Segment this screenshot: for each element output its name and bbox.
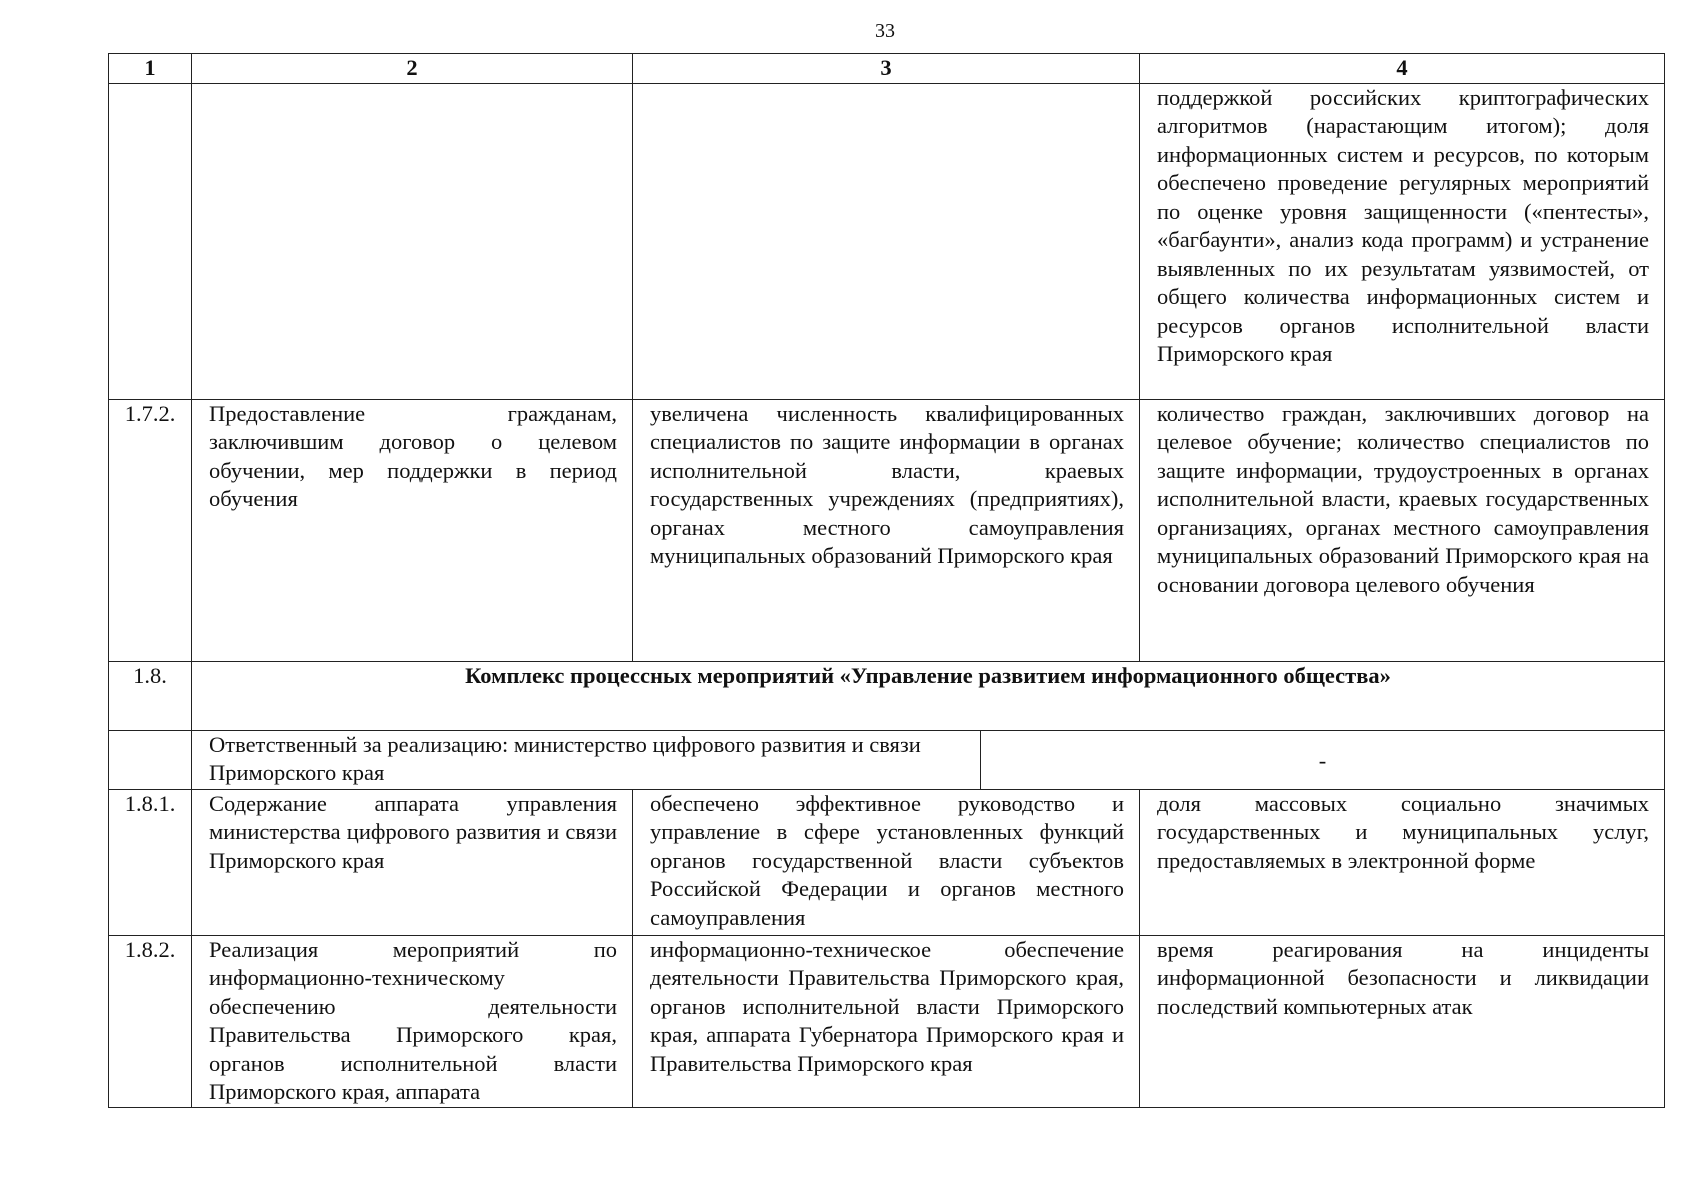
table-row-1-8-2 <box>109 935 1665 1107</box>
cell-activity: Предоставление гражданам, заключившим договор о целевом обучении, мер поддержки в период обучения <box>192 399 633 661</box>
header-row <box>109 54 1665 84</box>
cell-result: увеличена численность квалифицированных специалистов по защите информации в органах исполнительной власти, краевых государственных учреждениях (предприятиях), органах местного самоуправления муниципальных образований Приморского края <box>633 399 1140 661</box>
cell-indicators: время реагирования на инциденты информационной безопасности и ликвидации последствий компьютерных атак <box>1140 935 1665 1107</box>
cell-indicators: количество граждан, заключивших договор на целевое обучение; количество специалистов по защите информации, трудоустроенных в органах исполнительной власти, краевых государственных организациях, органах местного самоуправления муниципальных образований Приморского края на основании договора целевого обучения <box>1140 399 1665 661</box>
row-number: 1.8. <box>109 661 192 730</box>
table-row-1-8-1 <box>109 789 1665 935</box>
responsible-value: - <box>1318 747 1327 773</box>
section-title: Комплекс процессных мероприятий «Управление развитием информационного общества» <box>192 661 1665 730</box>
cell-activity: Содержание аппарата управления министерства цифрового развития и связи Приморского края <box>192 789 633 935</box>
header-col-2: 2 <box>192 54 633 84</box>
table-row-section-1-8 <box>109 661 1665 730</box>
header-col-3: 3 <box>633 54 1140 84</box>
responsible-label: Ответственный за реализацию: министерство цифрового развития и связи Приморского края <box>192 731 981 789</box>
table-row-continuation <box>109 83 1665 399</box>
cell-result: обеспечено эффективное руководство и управление в сфере установленных функций органов государственной власти субъектов Российской Федерации и органов местного самоуправления <box>633 789 1140 935</box>
responsible-cell <box>192 730 1665 789</box>
table-row-1-7-2 <box>109 399 1665 661</box>
cell-activity: Реализация мероприятий по информационно-техническому обеспечению деятельности Правительства Приморского края, органов исполнительной власти Приморского края, аппарата <box>192 935 633 1107</box>
table-row-responsible <box>109 730 1665 789</box>
page-number: 33 <box>875 20 895 42</box>
header-col-4: 4 <box>1140 54 1665 84</box>
cell-empty <box>109 83 192 399</box>
row-number: 1.7.2. <box>109 399 192 661</box>
cell-empty <box>192 83 633 399</box>
cell-indicators: доля массовых социально значимых государственных и муниципальных услуг, предоставляемых в электронной форме <box>1140 789 1665 935</box>
row-number: 1.8.1. <box>109 789 192 935</box>
cell-empty <box>633 83 1140 399</box>
header-col-1: 1 <box>109 54 192 84</box>
cell-empty <box>109 730 192 789</box>
row-number: 1.8.2. <box>109 935 192 1107</box>
document-table <box>108 53 1665 1108</box>
cell-result: информационно-техническое обеспечение деятельности Правительства Приморского края, органов исполнительной власти Приморского края, аппарата Губернатора Приморского края и Правительства Приморского края <box>633 935 1140 1107</box>
cell-indicators: поддержкой российских криптографических алгоритмов (нарастающим итогом); доля информационных систем и ресурсов, по которым обеспечено проведение регулярных мероприятий по оценке уровня защищенности («пентесты», «багбаунти», анализ кода программ) и устранение выявленных по их результатам уязвимостей, от общего количества информационных систем и ресурсов органов исполнительной власти Приморского края <box>1140 83 1665 399</box>
